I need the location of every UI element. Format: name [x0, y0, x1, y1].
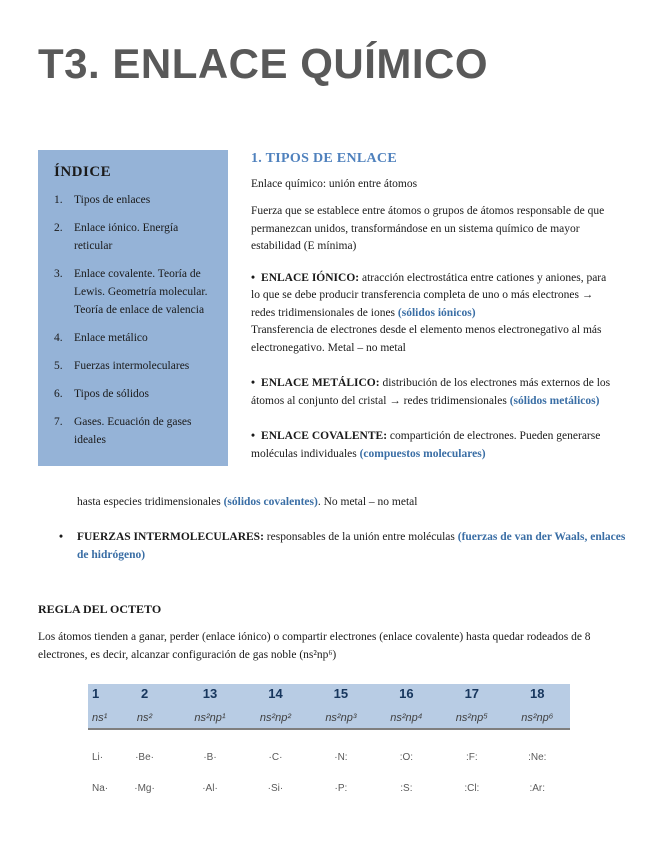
config-cell: ns²	[136, 712, 153, 724]
index-item-7: 7. Gases. Ecuación de gases ideales	[54, 416, 192, 446]
group-cell: 16	[399, 686, 414, 701]
index-item-2: 2. Enlace iónico. Energía reticular	[54, 222, 179, 252]
metallic-label: ENLACE METÁLICO:	[261, 377, 380, 389]
covalent-bond-item	[251, 428, 611, 463]
lewis-row-period-2	[88, 742, 570, 773]
group-cell: 17	[464, 686, 480, 701]
config-cell: ns²np⁶	[521, 712, 554, 724]
ionic-bond-item	[251, 270, 611, 323]
octet-table	[88, 684, 570, 804]
index-title: ÍNDICE	[54, 164, 112, 180]
covalent-text-1: compartición de electrones. Pueden generarse moléculas individuales	[251, 430, 601, 460]
config-cell: ns¹	[92, 712, 108, 724]
covalent-text-3: . No metal – no metal	[317, 496, 418, 508]
lewis-symbol: :O:	[399, 752, 414, 763]
config-cell: ns²np³	[325, 712, 357, 724]
group-cell: 1	[92, 686, 100, 701]
group-cell: 14	[268, 686, 283, 701]
ionic-label: ENLACE IÓNICO:	[261, 271, 360, 284]
intermolecular-item	[59, 529, 637, 564]
lewis-symbol: Li·	[92, 752, 104, 763]
octet-table-header	[88, 684, 570, 730]
lewis-symbol: :Ar:	[529, 783, 546, 794]
index-item-3: 3. Enlace covalente. Teoría de Lewis. Geometría molecular. Teoría de enlace de valencia	[54, 268, 208, 316]
lewis-symbol: ·C·	[268, 752, 283, 763]
intermolecular-label: FUERZAS INTERMOLECULARES:	[77, 531, 264, 543]
lewis-symbol: :Ne:	[528, 752, 547, 763]
index-item-1: 1. Tipos de enlaces	[54, 194, 151, 206]
index-list	[54, 191, 218, 449]
lewis-symbol: :Cl:	[464, 783, 480, 794]
lewis-symbol: :F:	[465, 752, 478, 763]
index-item-5: 5. Fuerzas intermoleculares	[54, 360, 190, 372]
lewis-row-period-3	[88, 773, 570, 804]
config-cell: ns²np⁵	[455, 712, 488, 724]
lewis-symbol: :S:	[400, 783, 413, 794]
group-cell: 13	[202, 686, 218, 701]
bullet-icon: •	[251, 430, 256, 442]
definition-text: Enlace químico: unión entre átomos	[251, 177, 418, 190]
index-item-4: 4. Enlace metálico	[54, 332, 148, 344]
lewis-symbol: ·Be·	[135, 752, 154, 763]
covalent-highlight-1: (compuestos moleculares)	[359, 447, 486, 460]
bullet-icon: •	[59, 531, 64, 543]
index-item-6: 6. Tipos de sólidos	[54, 388, 149, 400]
section-heading: 1. TIPOS DE ENLACE	[251, 151, 397, 166]
covalent-highlight-2: (sólidos covalentes)	[223, 496, 318, 508]
electron-config-row	[88, 708, 570, 728]
config-cell: ns²np⁴	[390, 712, 423, 724]
octet-rule-title: REGLA DEL OCTETO	[38, 602, 162, 616]
covalent-text-2: hasta especies tridimensionales	[77, 496, 224, 508]
group-cell: 15	[333, 686, 349, 701]
ionic-text: atracción electrostática entre cationes y aniones, para lo que se debe producir transferencia completa de uno o más electrones → redes tridimensionales de iones	[251, 271, 607, 319]
page-title: T3. ENLACE QUÍMICO	[38, 40, 489, 87]
ionic-highlight: (sólidos iónicos)	[397, 306, 476, 319]
lewis-symbol: ·B·	[203, 752, 217, 763]
intermolecular-text: responsables de la unión entre moléculas	[263, 531, 458, 543]
metallic-bond-item	[251, 375, 611, 410]
lewis-symbol: ·Al·	[202, 783, 218, 794]
metallic-text: distribución de los electrones más externos de los átomos al conjunto del cristal → redes tridimensionales	[251, 377, 611, 407]
config-cell: ns²np¹	[194, 712, 226, 724]
lewis-symbol: ·P:	[334, 783, 348, 794]
group-cell: 2	[140, 686, 149, 701]
covalent-label: ENLACE COVALENTE:	[261, 430, 388, 442]
lewis-symbol: ·Si·	[267, 783, 284, 794]
lewis-symbol: Na·	[92, 783, 109, 794]
bullet-icon: •	[251, 271, 256, 284]
index-box	[38, 150, 228, 466]
metallic-highlight: (sólidos metálicos)	[509, 394, 600, 407]
config-cell: ns²np²	[259, 712, 292, 724]
covalent-continuation	[77, 494, 617, 512]
section-tipos-de-enlace	[251, 150, 611, 463]
octet-rule-text: Los átomos tienden a ganar, perder (enlace iónico) o compartir electrones (enlace covalente) hasta quedar rodeados de 8 electrones, es decir, alcanzar configuración de gas noble (ns²np⁶)	[38, 631, 591, 661]
intermolecular-highlight: (fuerzas de van der Waals, enlaces de hidrógeno)	[77, 531, 626, 561]
lewis-symbol: ·N:	[334, 752, 348, 763]
bullet-icon: •	[251, 377, 256, 389]
group-number-row	[88, 684, 570, 704]
lewis-symbol: ·Mg·	[134, 783, 155, 794]
group-cell: 18	[530, 686, 545, 701]
description-text: Fuerza que se establece entre átomos o grupos de átomos responsable de que permanezcan unidos, transformándose en un sistema químico de mayor estabilidad (E mínima)	[251, 205, 605, 252]
ionic-extra-text: Transferencia de electrones desde el elemento menos electronegativo al más electronegativo. Metal – no metal	[251, 324, 602, 354]
